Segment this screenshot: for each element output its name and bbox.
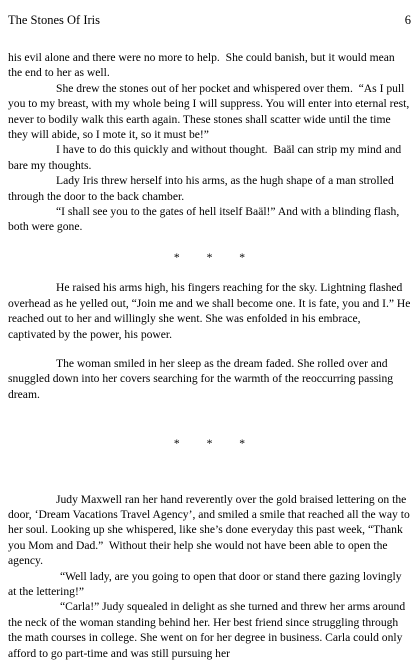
paragraph: Judy Maxwell ran her hand reverently over the gold braised lettering on the door, ‘Dream Vacations Travel Agency’, and smiled a smile that reached all the way to her soul. Looking up she whispered, like she’s done everyday this past week, “Thank you Mom and Dad.” Without their help she would not have been able to open the agency. (8, 492, 413, 568)
page-body (8, 50, 414, 661)
paragraph: his evil alone and there were no more to help. She could banish, but it would mean the end to her as well. (8, 51, 398, 80)
paragraph: Lady Iris threw herself into his arms, as the hugh shape of a man strolled through the door to the back chamber. (8, 174, 397, 203)
paragraph: “Carla!” Judy squealed in delight as she turned and threw her arms around the neck of the woman standing behind her. Her best friend since struggling through the math courses in college. She went on for her degree in business. Carla could only afford to go part-time and was still pursuing her (8, 600, 409, 660)
paragraph: She drew the stones out of her pocket and whispered over them. “As I pull you to my breast, with my whole being I will suppress. You will enter into eternal rest, never to bodily walk this earth again. These stones shall scatter wide until the time they will abide, so I mote it, so it must be!” (8, 81, 413, 142)
running-header (8, 12, 411, 28)
paragraph: The woman smiled in her sleep as the dream faded. She rolled over and snuggled down into her covers searching for the warmth of the reoccurring passing dream. (8, 356, 396, 401)
paragraph: I have to do this quickly and without thought. Baäl can strip my mind and bare my thoughts. (8, 143, 405, 172)
paragraph: “I shall see you to the gates of hell itself Baäl!” And with a blinding flash, both were gone. (8, 205, 403, 234)
scene-break: * * * (173, 437, 258, 451)
book-title: The Stones Of Iris (8, 13, 100, 27)
scene-break: * * * (173, 250, 258, 264)
paragraph: “Well lady, are you going to open that door or stand there gazing lovingly at the lettering!” (8, 569, 405, 598)
paragraph: He raised his arms high, his fingers reaching for the sky. Lightning flashed overhead as he yelled out, “Join me and we shall become one. It is fate, you and I.” He reached out to her and willingly she went. She was enfolded in his embrace, captivated by the power, his power. (8, 281, 414, 341)
page-number: 6 (404, 13, 411, 27)
